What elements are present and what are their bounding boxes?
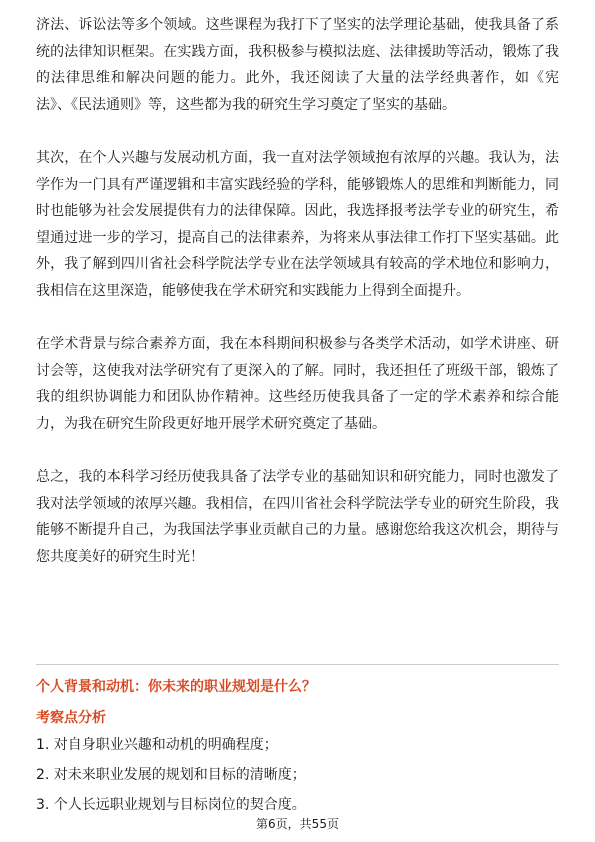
paragraph-gap bbox=[36, 437, 559, 464]
paragraph-gap bbox=[36, 304, 559, 331]
analysis-point: 2. 对未来职业发展的规划和目标的清晰度； bbox=[36, 767, 306, 783]
analysis-points-list bbox=[36, 730, 306, 820]
document-body bbox=[36, 12, 559, 570]
analysis-point: 1. 对自身职业兴趣和动机的明确程度； bbox=[36, 737, 278, 753]
question-title: 个人背景和动机：你未来的职业规划是什么？ bbox=[36, 679, 316, 695]
analysis-point: 3. 个人长远职业规划与目标岗位的契合度。 bbox=[36, 797, 306, 813]
analysis-heading: 考察点分析 bbox=[36, 710, 106, 726]
body-paragraph-1: 济法、诉讼法等多个领域。这些课程为我打下了坚实的法学理论基础，使我具备了系统的法律知识框架。在实践方面，我积极参与模拟法庭、法律援助等活动，锻炼了我的法律思维和解决问题的能力。此外，我还阅读了大量的法学经典著作，如《宪法》、《民法通则》等，这些都为我的研究生学习奠定了坚实的基础。 bbox=[36, 17, 559, 113]
paragraph-gap bbox=[36, 118, 559, 145]
body-paragraph-2: 其次，在个人兴趣与发展动机方面，我一直对法学领域抱有浓厚的兴趣。我认为，法学作为一门具有严谨逻辑和丰富实践经验的学科，能够锻炼人的思维和判断能力，同时也能够为社会发展提供有力的法律保障。因此，我选择报考法学专业的研究生，希望通过进一步的学习，提高自己的法律素养，为将来从事法律工作打下坚实基础。此外，我了解到四川省社会科学院法学专业在法学领域具有较高的学术地位和影响力，我相信在这里深造，能够使我在学术研究和实践能力上得到全面提升。 bbox=[36, 150, 559, 299]
body-paragraph-3: 在学术背景与综合素养方面，我在本科期间积极参与各类学术活动，如学术讲座、研讨会等，这使我对法学研究有了更深入的了解。同时，我还担任了班级干部，锻炼了我的组织协调能力和团队协作精神。这些经历使我具备了一定的学术素养和综合能力，为我在研究生阶段更好地开展学术研究奠定了基础。 bbox=[36, 336, 559, 432]
page-number: 第6页，共55页 bbox=[256, 817, 339, 831]
section-divider bbox=[36, 664, 559, 665]
body-paragraph-4: 总之，我的本科学习经历使我具备了法学专业的基础知识和研究能力，同时也激发了我对法学领域的浓厚兴趣。我相信，在四川省社会科学院法学专业的研究生阶段，我能够不断提升自己，为我国法学事业贡献自己的力量。感谢您给我这次机会，期待与您共度美好的研究生时光！ bbox=[36, 469, 559, 565]
